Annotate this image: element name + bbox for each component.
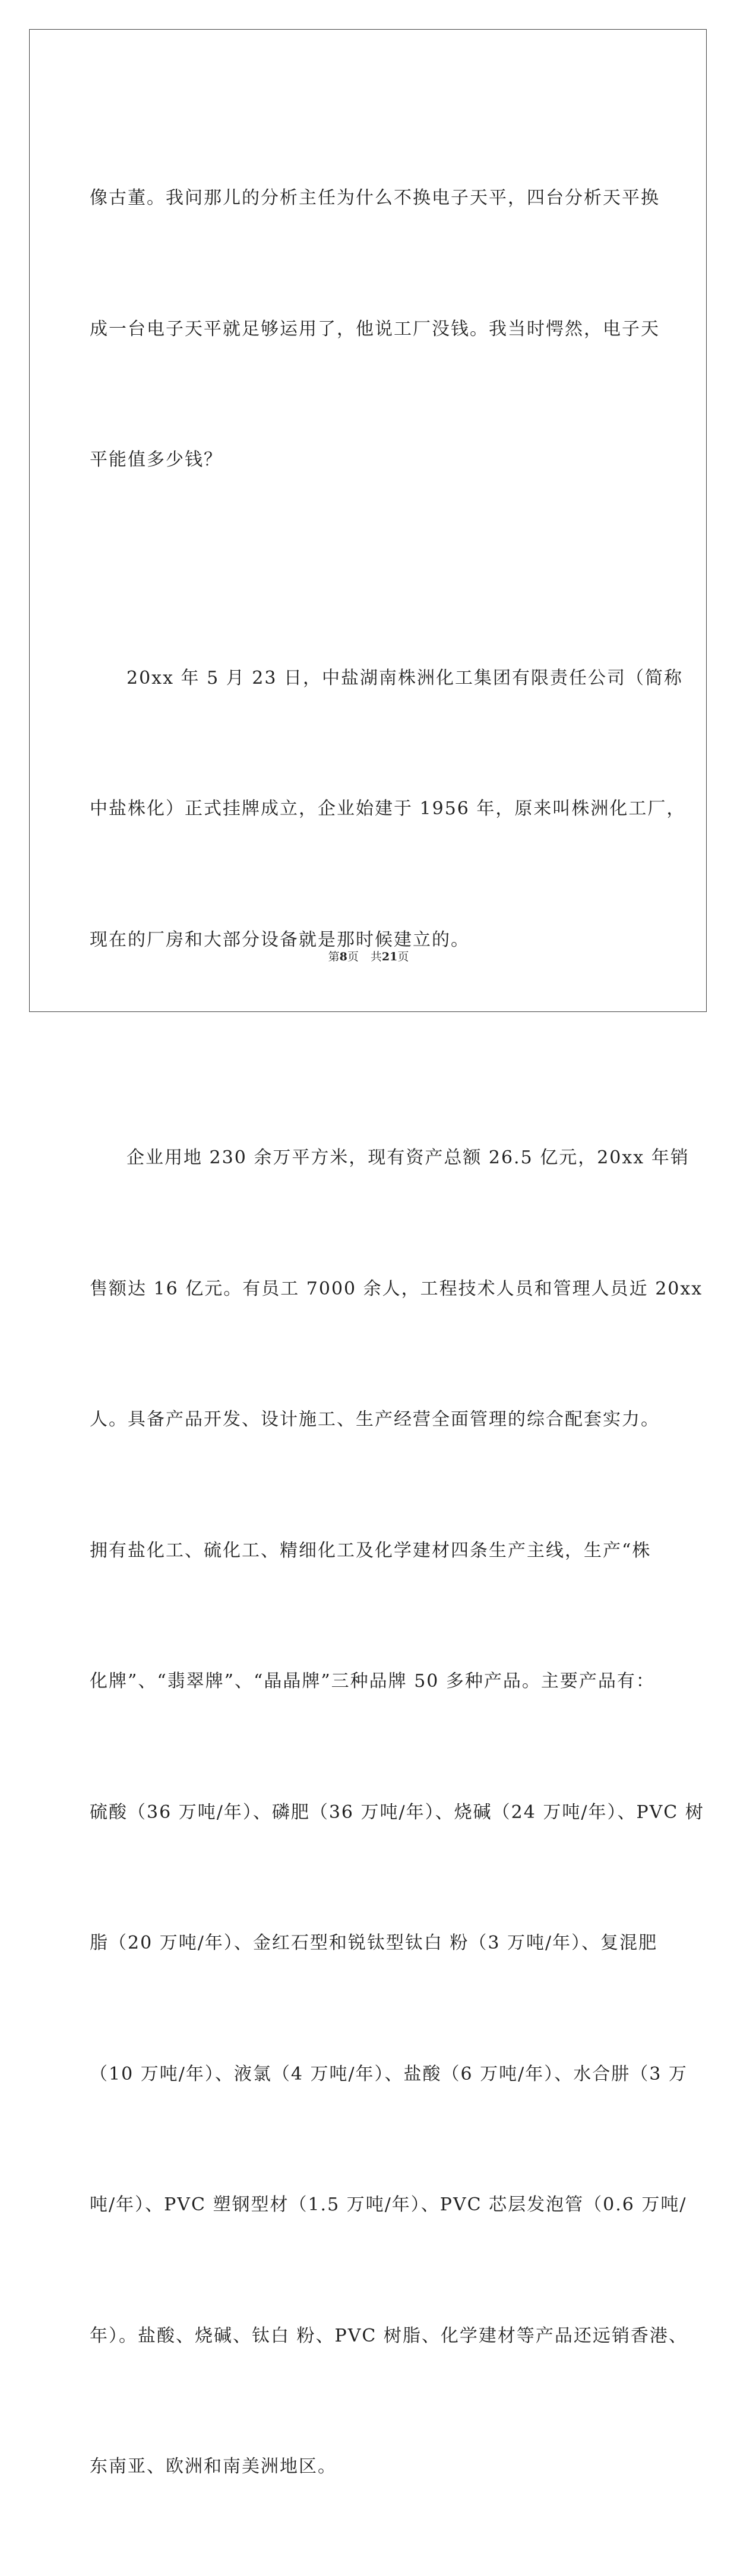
page-footer [0, 948, 737, 964]
document-body [90, 89, 704, 2576]
text-line: 20xx 年 5 月 23 日，中盐湖南株洲化工集团有限责任公司（简称 [126, 667, 683, 689]
paragraph-3 [90, 1049, 704, 2576]
text-line: 售额达 16 亿元。有员工 7000 余人，工程技术人员和管理人员近 20xx [90, 1278, 703, 1299]
text-line: （10 万吨/年）、液氯（4 万吨/年）、盐酸（6 万吨/年）、水合肼（3 万 [90, 2063, 688, 2085]
text-line: 中盐株化）正式挂牌成立，企业始建于 1956 年，原来叫株洲化工厂， [90, 798, 686, 819]
text-line: 化牌”、“翡翠牌”、“晶晶牌”三种品牌 50 多种产品。主要产品有： [90, 1671, 655, 1692]
footer-prefix: 第 [328, 950, 340, 963]
text-line: 像古董。我问那儿的分析主任为什么不换电子天平，四台分析天平换 [90, 188, 660, 208]
footer-total-suffix: 页 [397, 950, 409, 963]
text-line: 硫酸（36 万吨/年）、磷肥（36 万吨/年）、烧碱（24 万吨/年）、PVC 树 [90, 1801, 704, 1823]
text-line: 吨/年）、PVC 塑钢型材（1.5 万吨/年）、PVC 芯层发泡管（0.6 万吨/ [90, 2194, 687, 2215]
text-line: 现在的厂房和大部分设备就是那时候建立的。 [90, 929, 470, 950]
text-line: 拥有盐化工、硫化工、精细化工及化学建材四条生产主线，生产“株 [90, 1540, 651, 1561]
text-line: 企业用地 230 余万平方米，现有资产总额 26.5 亿元，20xx 年销 [126, 1147, 689, 1168]
page-number: 8 [339, 950, 347, 963]
text-line: 年）。盐酸、烧碱、钛白 粉、PVC 树脂、化学建材等产品还远销香港、 [90, 2325, 688, 2346]
text-line: 脂（20 万吨/年）、金红石型和锐钛型钛白 粉（3 万吨/年）、复混肥 [90, 1933, 658, 1953]
text-line: 平能值多少钱？ [90, 449, 223, 470]
total-pages: 21 [381, 950, 398, 963]
text-line: 成一台电子天平就足够运用了，他说工厂没钱。我当时愕然，电子天 [90, 318, 660, 340]
paragraph-2 [90, 569, 686, 1049]
text-line: 人。具备产品开发、设计施工、生产经营全面管理的综合配套实力。 [90, 1409, 660, 1430]
paragraph-1 [90, 89, 660, 569]
text-line: 东南亚、欧洲和南美洲地区。 [90, 2456, 337, 2477]
footer-page-suffix: 页 [347, 950, 359, 963]
footer-total-prefix: 共 [370, 950, 382, 963]
